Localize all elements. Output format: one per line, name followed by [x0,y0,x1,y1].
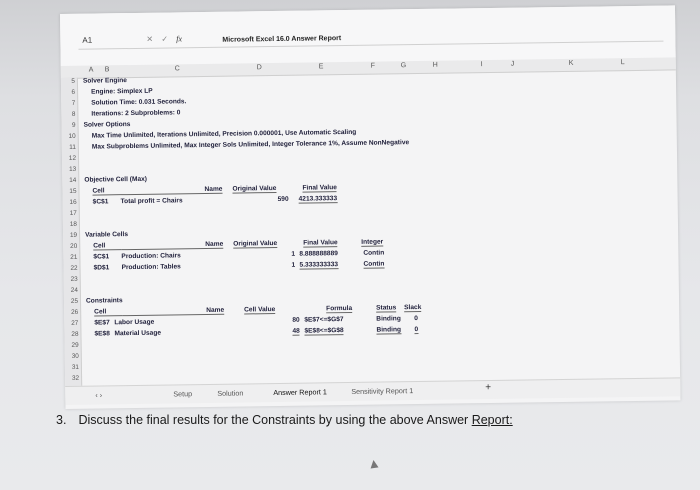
question-text [56,413,513,427]
objective-cell-ref[interactable]: $C$1 [92,198,109,206]
row-number[interactable]: 30 [71,352,79,360]
col-header-h[interactable]: H [432,61,438,69]
variable-cell-name[interactable]: Production: Chairs [121,252,181,261]
sheet-tab-bar [65,374,680,405]
constraints-header-name[interactable]: Name [122,307,224,316]
excel-window [60,5,680,409]
constraint-formula[interactable]: $E$7<=$G$7 [304,316,344,324]
row-number[interactable]: 5 [71,77,75,85]
col-header-j[interactable]: J [510,60,515,68]
objective-header-cell[interactable]: Cell [92,187,120,195]
constraint-status[interactable]: Binding [376,315,401,323]
variables-header-cell[interactable]: Cell [93,242,121,250]
row-number[interactable]: 29 [71,341,79,349]
variable-cell-ref[interactable]: $D$1 [93,264,110,272]
constraint-formula[interactable]: $E$8<=$G$8 [304,327,344,335]
constraint-name[interactable]: Labor Usage [114,318,155,327]
row-number[interactable]: 26 [71,308,79,316]
col-header-l[interactable]: L [620,59,625,67]
variables-header-integer[interactable]: Integer [361,238,384,246]
constraint-cell-ref[interactable]: $E$7 [94,319,110,327]
formula-bar [60,5,676,69]
constraints-header-slack[interactable]: Slack [404,303,422,312]
constraint-slack[interactable]: 0 [414,326,419,334]
name-box[interactable]: A1 [82,35,93,45]
col-header-i[interactable]: I [480,61,483,69]
row-number[interactable]: 12 [68,154,77,162]
row-number[interactable]: 25 [70,297,79,305]
col-header-f[interactable]: F [370,62,376,70]
row-number[interactable]: 20 [70,242,78,250]
constraints-header-cell[interactable]: Cell [94,308,122,316]
question-body: Discuss the final results for the Constraints by using the above Answer [78,413,472,427]
sheet-nav-arrows-icon[interactable]: ‹ › [95,390,103,400]
variable-final-value[interactable]: 5.333333333 [299,261,339,269]
options-line-1[interactable]: Max Time Unlimited, Iterations Unlimited, Precision 0.000001, Use Automatic Scaling [91,128,357,140]
tab-setup[interactable]: Setup [173,389,193,399]
row-number[interactable]: 23 [70,275,78,283]
solver-options-heading[interactable]: Solver Options [83,121,131,129]
row-number[interactable]: 21 [70,253,78,261]
variable-original-value[interactable]: 1 [291,261,296,269]
constraints-heading[interactable]: Constraints [85,297,123,305]
question-number: 3. [56,413,67,427]
cancel-confirm-icons[interactable]: ✕ ✓ [146,34,172,44]
objective-header-original[interactable]: Original Value [232,184,277,193]
row-number[interactable]: 28 [71,330,79,338]
row-number[interactable]: 10 [68,132,76,140]
constraints-header-cell-value[interactable]: Cell Value [244,306,276,314]
variables-header-name[interactable]: Name [121,241,223,250]
variables-header-final[interactable]: Final Value [303,239,338,247]
row-number[interactable]: 7 [71,99,76,107]
row-number[interactable]: 18 [69,220,77,228]
row-number[interactable]: 11 [69,143,76,151]
row-number[interactable]: 22 [70,264,78,272]
row-number[interactable]: 19 [69,231,78,239]
row-number[interactable]: 31 [71,363,79,371]
objective-final-value[interactable]: 4213.333333 [298,195,338,203]
row-number[interactable]: 9 [71,121,76,129]
variables-header-original[interactable]: Original Value [233,239,278,248]
tab-sensitivity-report-1[interactable]: Sensitivity Report 1 [351,386,414,396]
objective-cell-heading[interactable]: Objective Cell (Max) [84,175,148,184]
variable-cells-heading[interactable]: Variable Cells [85,231,129,239]
fx-icon[interactable]: fx [176,34,183,44]
row-number[interactable]: 13 [69,165,77,173]
variable-final-value[interactable]: 8.888888889 [299,250,338,258]
row-number[interactable]: 6 [71,88,76,96]
constraint-cell-value[interactable]: 80 [292,316,300,324]
constraints-header-formula[interactable]: Formula [326,304,353,313]
col-header-c[interactable]: C [174,65,180,73]
col-header-d[interactable]: D [256,64,262,72]
col-header-a[interactable]: A [88,66,94,74]
row-number[interactable]: 27 [71,319,79,327]
row-number[interactable]: 32 [71,374,80,382]
constraint-cell-value[interactable]: 48 [292,327,300,335]
variable-integer-type[interactable]: Contin [363,249,385,257]
row-number[interactable]: 8 [71,110,76,118]
formula-input[interactable]: Microsoft Excel 16.0 Answer Report [222,35,342,44]
variable-cell-ref[interactable]: $C$1 [93,253,110,261]
objective-original-value[interactable]: 590 [277,195,289,203]
col-header-e[interactable]: E [318,63,324,71]
objective-header-final[interactable]: Final Value [302,184,337,192]
variable-cell-name[interactable]: Production: Tables [121,263,181,272]
solver-engine-heading[interactable]: Solver Engine [82,77,127,85]
formula-icons [146,34,182,43]
row-number[interactable]: 24 [70,286,78,294]
constraint-name[interactable]: Material Usage [114,329,162,338]
tab-solution[interactable]: Solution [217,388,244,398]
row-number[interactable]: 15 [69,187,77,195]
col-header-g[interactable]: G [400,62,407,70]
variable-original-value[interactable]: 1 [291,250,296,258]
add-sheet-icon[interactable]: + [485,382,492,394]
row-number[interactable]: 16 [69,198,77,206]
engine-line[interactable]: Engine: Simplex LP [91,87,153,96]
constraint-status[interactable]: Binding [376,326,402,334]
mouse-cursor-icon [369,459,378,468]
options-line-2[interactable]: Max Subproblems Unlimited, Max Integer Sols Unlimited, Integer Tolerance 1%, Assume NonNegative [91,139,410,151]
objective-header-name[interactable]: Name [120,186,222,195]
objective-cell-name[interactable]: Total profit = Chairs [120,197,183,206]
constraint-slack[interactable]: 0 [414,315,419,323]
solution-time-line[interactable]: Solution Time: 0.031 Seconds. [91,98,187,107]
question-underlined-word: Report: [471,413,513,427]
variable-integer-type[interactable]: Contin [363,260,385,268]
col-header-k[interactable]: K [568,59,574,67]
row-number[interactable]: 17 [69,209,77,217]
constraints-header-status[interactable]: Status [376,304,397,312]
row-number[interactable]: 14 [69,176,77,184]
iterations-line[interactable]: Iterations: 2 Subproblems: 0 [91,109,181,118]
constraint-cell-ref[interactable]: $E$8 [94,330,110,338]
col-header-b[interactable]: B [104,66,110,74]
tab-answer-report-1[interactable]: Answer Report 1 [273,387,327,398]
